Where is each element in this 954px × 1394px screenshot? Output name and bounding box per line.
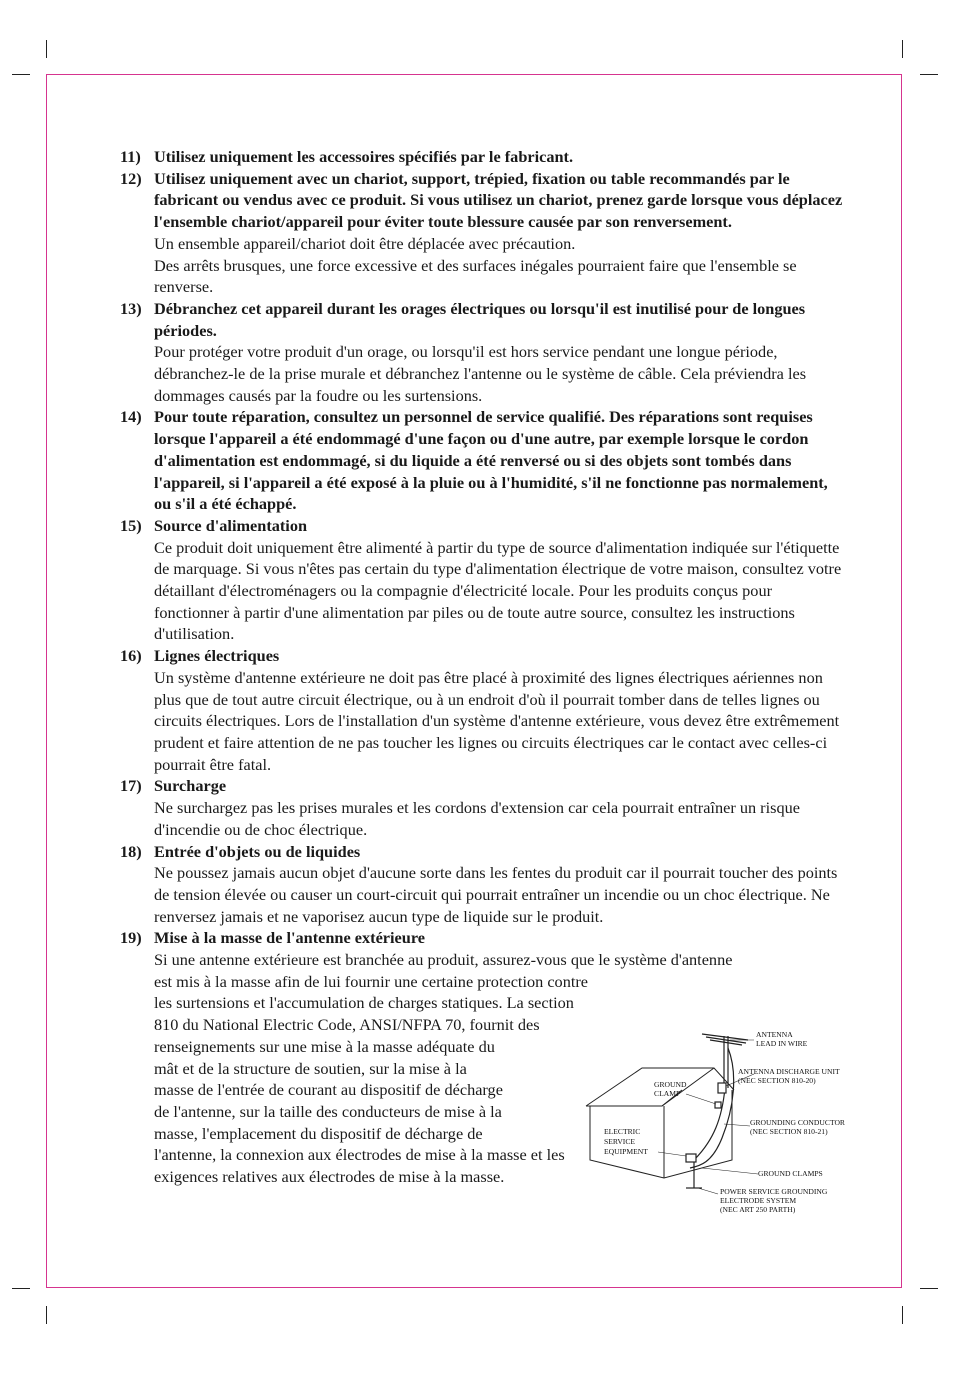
- label-discharge-unit: ANTENNA DISCHARGE UNIT: [738, 1067, 840, 1076]
- label-power-service: POWER SERVICE GROUNDING: [720, 1187, 828, 1196]
- item-number: 17): [120, 776, 142, 796]
- item-line: exigences relatives aux électrodes de mise à la masse.: [154, 1167, 505, 1187]
- label-electric: ELECTRIC: [604, 1127, 641, 1136]
- label-grounding-section: (NEC SECTION 810-21): [750, 1127, 828, 1136]
- antenna-mast-icon: [686, 1034, 748, 1188]
- item-line: renseignements sur une mise à la masse adéquate du: [154, 1036, 495, 1056]
- item-17: [120, 775, 846, 840]
- item-paragraph: Pour protéger votre produit d'un orage, ou lorsqu'il est hors service pendant une longue période, débranchez-le de la prise murale et débranchez l'antenne ou le système de câble. Cela préviendra les dommages causés par la foudre ou les surtensions.: [154, 342, 807, 405]
- label-nec-art: (NEC ART 250 PARTH): [720, 1205, 796, 1214]
- label-equipment: EQUIPMENT: [604, 1147, 648, 1156]
- item-heading: Lignes électriques: [154, 646, 280, 666]
- item-line: Si une antenne extérieure est branchée au produit, assurez-vous que le système d'antenne: [154, 950, 733, 970]
- item-paragraph: Ne surchargez pas les prises murales et les cordons d'extension car cela pourrait entraîner un risque d'incendie ou de choc électrique.: [154, 798, 800, 839]
- item-line: est mis à la masse afin de lui fournir une certaine protection contre: [154, 971, 589, 991]
- item-paragraph: Un système d'antenne extérieure ne doit pas être placé à proximité des lignes électriques aériennes non plus que de tout autre circuit électrique, ou à un endroit d'où il pourrait tomber dans de telles lignes ou circuits électriques. Lors de l'installation d'un système d'antenne extérieure, vous devez être extrêmement prudent et faire attention de ne pas toucher les lignes ou circuits électriques car le contact avec celles-ci pourrait être fatal.: [154, 667, 840, 774]
- antenna-grounding-diagram: [582, 1028, 854, 1218]
- crop-mark-bottom-left-h: [12, 1288, 30, 1289]
- item-line: 810 du National Electric Code, ANSI/NFPA 70, fournit des: [154, 1015, 540, 1035]
- label-lead-in-wire: LEAD IN WIRE: [756, 1039, 808, 1048]
- crop-mark-top-left-v: [46, 40, 47, 58]
- item-heading: Source d'alimentation: [154, 515, 308, 535]
- item-15: [120, 515, 846, 645]
- item-number: 12): [120, 168, 142, 188]
- item-heading: Débranchez cet appareil durant les orages électriques ou lorsqu'il est inutilisé pour de longues périodes.: [154, 298, 806, 340]
- item-paragraph: Des arrêts brusques, une force excessive et des surfaces inégales pourraient faire que l'ensemble se renverse.: [154, 255, 797, 297]
- item-number: 14): [120, 407, 142, 427]
- item-18: [120, 841, 846, 928]
- item-paragraph: Ne poussez jamais aucun objet d'aucune sorte dans les fentes du produit car il pourrait toucher des points de tension élevée ou causer un court-circuit qui pourrait entraîner un incendie ou un choc électrique. Ne renversez jamais et ne vaporisez aucun type de liquide sur le produit.: [154, 863, 838, 926]
- item-heading: Utilisez uniquement les accessoires spécifiés par le fabricant.: [154, 147, 574, 166]
- item-paragraph: Ce produit doit uniquement être alimenté à partir du type de source d'alimentation indiquée sur l'étiquette de marquage. Si vous n'êtes pas certain du type d'alimentation électrique de votre maison, consultez votre détaillant d'électroménagers ou la compagnie d'électricité locale. Pour les produits conçus pour fonctionner à partir d'une alimentation par piles ou de toute autre source, consultez les instructions d'utilisation.: [154, 537, 842, 644]
- item-line: les surtensions et l'accumulation de charges statiques. La section: [154, 993, 574, 1013]
- item-14: [120, 406, 846, 515]
- item-number: 18): [120, 841, 142, 861]
- item-line: de l'antenne, sur la taille des conducteurs de mise à la: [154, 1101, 502, 1121]
- item-number: 19): [120, 928, 142, 948]
- crop-mark-top-left-h: [12, 74, 30, 75]
- item-heading: Surcharge: [154, 776, 227, 796]
- label-antenna: ANTENNA: [756, 1030, 793, 1039]
- item-number: 16): [120, 646, 142, 666]
- crop-mark-top-right-v: [902, 40, 903, 58]
- label-ground: GROUND: [654, 1080, 687, 1089]
- item-heading: Mise à la masse de l'antenne extérieure: [154, 928, 425, 948]
- item-line: mât et de la structure de soutien, sur la mise à la: [154, 1058, 467, 1078]
- item-paragraph: Un ensemble appareil/chariot doit être déplacée avec précaution.: [154, 233, 576, 253]
- item-number: 11): [120, 147, 141, 166]
- crop-mark-bottom-right-h: [920, 1288, 938, 1289]
- item-line: l'antenne, la connexion aux électrodes de mise à la masse et les: [154, 1145, 565, 1165]
- item-heading: Entrée d'objets ou de liquides: [154, 841, 361, 861]
- crop-mark-top-right-h: [920, 74, 938, 75]
- item-16: [120, 645, 846, 775]
- item-heading: Utilisez uniquement avec un chariot, support, trépied, fixation ou table recommandés par le fabricant ou vendus avec ce produit. Si vous utilisez un chariot, prenez garde lorsque vous déplacez l'ensemble chariot/appareil pour éviter toute blessure causée par son renversement.: [154, 168, 843, 232]
- item-heading: Pour toute réparation, consultez un personnel de service qualifié. Des réparations sont requises lorsque l'appareil a été endommagé d'une façon ou d'une autre, par exemple lorsque le cordon d'alimentation est endommagé, si du liquide a été renversé ou si des objets sont tombés dans l'appareil, si l'appareil a été exposé à la pluie ou à l'humidité, s'il ne fonctionne pas normalement, ou s'il a été échappé.: [154, 407, 828, 514]
- item-line: masse de l'entrée de courant au dispositif de décharge: [154, 1080, 503, 1100]
- item-13: [120, 298, 846, 407]
- item-12: [120, 168, 846, 298]
- label-ground-clamps: GROUND CLAMPS: [758, 1169, 823, 1178]
- label-clamp: CLAMP: [654, 1089, 681, 1098]
- label-grounding-conductor: GROUNDING CONDUCTOR: [750, 1118, 845, 1127]
- crop-mark-bottom-right-v: [902, 1306, 903, 1324]
- label-discharge-section: (NEC SECTION 810-20): [738, 1076, 816, 1085]
- label-electrode-system: ELECTRODE SYSTEM: [720, 1196, 797, 1205]
- item-line: masse, l'emplacement du dispositif de décharge de: [154, 1123, 483, 1143]
- item-11: [120, 146, 846, 168]
- item-number: 13): [120, 298, 142, 318]
- crop-mark-bottom-left-v: [46, 1306, 47, 1324]
- label-service: SERVICE: [604, 1137, 636, 1146]
- leader-lines: [658, 1040, 758, 1194]
- item-number: 15): [120, 515, 142, 535]
